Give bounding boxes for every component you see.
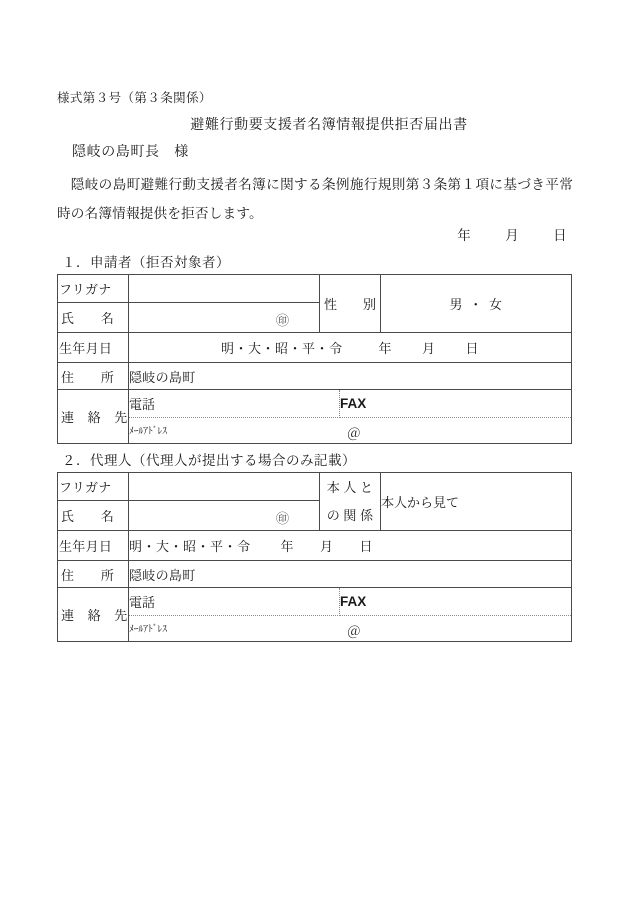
email-row-inner	[129, 422, 361, 442]
birth-era-options[interactable]: 明・大・昭・平・令	[129, 539, 251, 554]
label-contact	[58, 588, 129, 642]
date-month-label: 月	[505, 228, 520, 243]
date-day-label: 日	[553, 228, 567, 243]
label-birthdate-text: 生年月日	[59, 539, 113, 554]
table-row-contact	[58, 390, 572, 444]
agent-table	[57, 472, 572, 642]
label-email: ﾒｰﾙｱﾄﾞﾚｽ	[129, 427, 168, 438]
contact-row-phone	[129, 390, 571, 417]
label-address	[58, 561, 129, 588]
input-furigana[interactable]	[129, 473, 320, 501]
label-furigana	[58, 275, 129, 303]
label-name	[58, 501, 129, 531]
birth-year-label: 年	[280, 539, 295, 554]
birth-month-label: 月	[320, 539, 334, 554]
body-line-2: 時の名簿情報提供を拒否します。	[57, 206, 263, 221]
label-name-text: 氏 名	[61, 311, 115, 326]
document-title: 避難行動要支援者名簿情報提供拒否届出書	[190, 118, 468, 133]
input-birthdate[interactable]	[129, 333, 572, 363]
contact-group	[129, 588, 572, 642]
table-row-contact	[58, 588, 572, 642]
contact-group	[129, 390, 572, 444]
input-furigana[interactable]	[129, 275, 320, 303]
label-address-text: 住 所	[61, 369, 115, 385]
input-email[interactable]	[129, 417, 571, 443]
label-furigana-text: フリガナ	[59, 282, 112, 297]
label-contact-text: 連 絡 先	[61, 410, 128, 425]
label-furigana	[58, 473, 129, 501]
label-relation	[320, 473, 381, 531]
contact-subtable	[129, 390, 571, 443]
label-name-text: 氏 名	[61, 509, 115, 524]
label-address	[58, 363, 129, 390]
label-gender-text: 性 別	[323, 297, 376, 312]
birth-day-label: 日	[465, 341, 480, 356]
table-row-furigana	[58, 473, 572, 501]
label-furigana-text: フリガナ	[59, 480, 112, 495]
label-birthdate	[58, 333, 129, 363]
form-code: 様式第３号（第３条関係）	[57, 91, 212, 105]
label-birthdate	[58, 531, 129, 561]
gender-option-female[interactable]: 女	[489, 297, 503, 312]
input-phone[interactable]: 電話	[129, 588, 340, 615]
date-year-label: 年	[457, 228, 472, 243]
contact-row-email	[129, 615, 571, 641]
input-relation[interactable]: 本人から見て	[381, 473, 572, 531]
label-gender	[320, 275, 381, 333]
gender-separator: ・	[469, 297, 483, 312]
label-relation-line2: の 関 係	[326, 507, 374, 523]
section-heading-agent: ２．代理人（代理人が提出する場合のみ記載）	[62, 453, 356, 468]
gender-option-male[interactable]: 男	[449, 297, 463, 312]
email-row-inner	[129, 620, 361, 640]
input-email[interactable]	[129, 615, 571, 641]
input-address[interactable]: 隠岐の島町	[129, 561, 572, 588]
body-paragraph	[57, 170, 573, 228]
contact-subtable	[129, 588, 571, 641]
input-fax[interactable]: FAX	[340, 390, 572, 417]
input-address[interactable]: 隠岐の島町	[129, 363, 572, 390]
date-entry-line	[57, 224, 573, 244]
table-row-birthdate	[58, 531, 572, 561]
addressee-line: 隠岐の島町長 様	[72, 145, 189, 160]
label-address-text: 住 所	[61, 567, 115, 583]
seal-icon: ㊞	[275, 511, 289, 526]
label-contact	[58, 390, 129, 444]
body-line-1: 隠岐の島町避難行動支援者名簿に関する条例施行規則第３条第１項に基づき平常	[70, 177, 573, 192]
contact-row-email	[129, 417, 571, 443]
email-at-symbol: ＠	[347, 426, 361, 442]
table-row-birthdate	[58, 333, 572, 363]
label-email: ﾒｰﾙｱﾄﾞﾚｽ	[129, 625, 168, 636]
birth-month-label: 月	[422, 341, 436, 356]
birth-year-label: 年	[378, 341, 392, 356]
birth-day-label: 日	[359, 539, 374, 554]
table-row-address	[58, 363, 572, 390]
table-row-furigana	[58, 275, 572, 303]
seal-icon: ㊞	[275, 313, 289, 328]
table-row-address	[58, 561, 572, 588]
input-name[interactable]	[129, 501, 320, 531]
label-birthdate-text: 生年月日	[59, 341, 113, 356]
section-heading-applicant: １．申請者（拒否対象者）	[62, 255, 230, 270]
contact-row-phone	[129, 588, 571, 615]
email-at-symbol: ＠	[347, 624, 361, 640]
input-name[interactable]	[129, 303, 320, 333]
input-phone[interactable]: 電話	[129, 390, 340, 417]
label-contact-text: 連 絡 先	[61, 608, 128, 623]
birth-era-options[interactable]: 明・大・昭・平・令	[220, 341, 343, 356]
label-relation-line1: 本 人 と	[326, 479, 374, 495]
label-name	[58, 303, 129, 333]
gender-options[interactable]	[381, 275, 572, 333]
applicant-table	[57, 274, 572, 444]
input-birthdate[interactable]	[129, 531, 572, 561]
input-fax[interactable]: FAX	[340, 588, 572, 615]
